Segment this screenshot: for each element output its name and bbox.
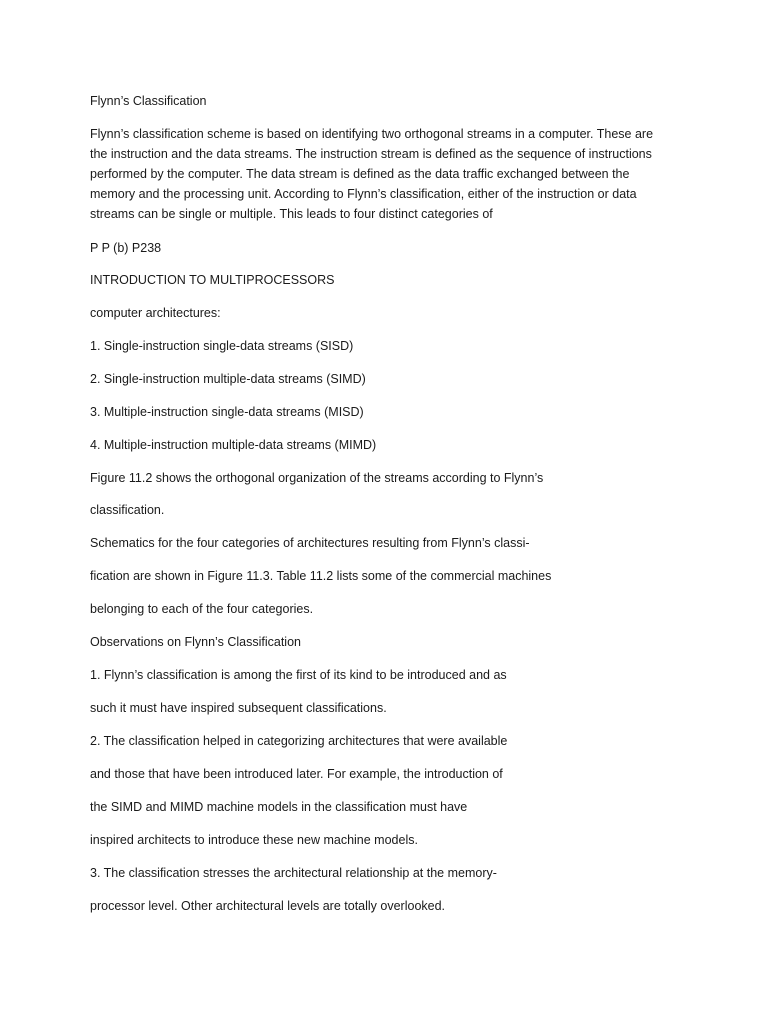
text-line: the SIMD and MIMD machine models in the classification must have (90, 800, 468, 814)
list-item-mimd: 4. Multiple-instruction multiple-data streams (MIMD) (90, 438, 377, 452)
text-line: processor level. Other architectural levels are totally overlooked. (90, 899, 446, 913)
observation-item: 2. The classification helped in categorizing architectures that were available (90, 734, 508, 748)
section-heading: Observations on Flynn’s Classification (90, 635, 301, 649)
document-title: Flynn’s Classification (90, 94, 207, 108)
intro-line: streams can be single or multiple. This leads to four distinct categories of (90, 207, 493, 221)
intro-line: the instruction and the data streams. The instruction stream is defined as the sequence of instructions (90, 147, 652, 161)
text-line: Schematics for the four categories of architectures resulting from Flynn’s classi- (90, 536, 530, 550)
observation-item: 1. Flynn’s classification is among the first of its kind to be introduced and as (90, 668, 507, 682)
page-reference: P P (b) P238 (90, 241, 162, 255)
intro-line: memory and the processing unit. According to Flynn’s classification, either of the instruction or data (90, 187, 637, 201)
list-item-sisd: 1. Single-instruction single-data streams (SISD) (90, 339, 354, 353)
intro-line: performed by the computer. The data stream is defined as the data traffic exchanged between the (90, 167, 630, 181)
text-line: Figure 11.2 shows the orthogonal organization of the streams according to Flynn’s (90, 471, 544, 485)
text-line: fication are shown in Figure 11.3. Table 11.2 lists some of the commercial machines (90, 569, 552, 583)
text-line: classification. (90, 503, 165, 517)
list-item-misd: 3. Multiple-instruction single-data streams (MISD) (90, 405, 364, 419)
text-line: computer architectures: (90, 306, 221, 320)
text-line: such it must have inspired subsequent classifications. (90, 701, 387, 715)
intro-line: Flynn’s classification scheme is based on identifying two orthogonal streams in a computer. These are (90, 127, 654, 141)
list-item-simd: 2. Single-instruction multiple-data streams (SIMD) (90, 372, 366, 386)
intro-paragraph (90, 124, 680, 224)
text-line: belonging to each of the four categories. (90, 602, 314, 616)
text-line: and those that have been introduced later. For example, the introduction of (90, 767, 503, 781)
section-heading: INTRODUCTION TO MULTIPROCESSORS (90, 273, 335, 287)
text-line: inspired architects to introduce these new machine models. (90, 833, 418, 847)
observation-item: 3. The classification stresses the architectural relationship at the memory- (90, 866, 497, 880)
